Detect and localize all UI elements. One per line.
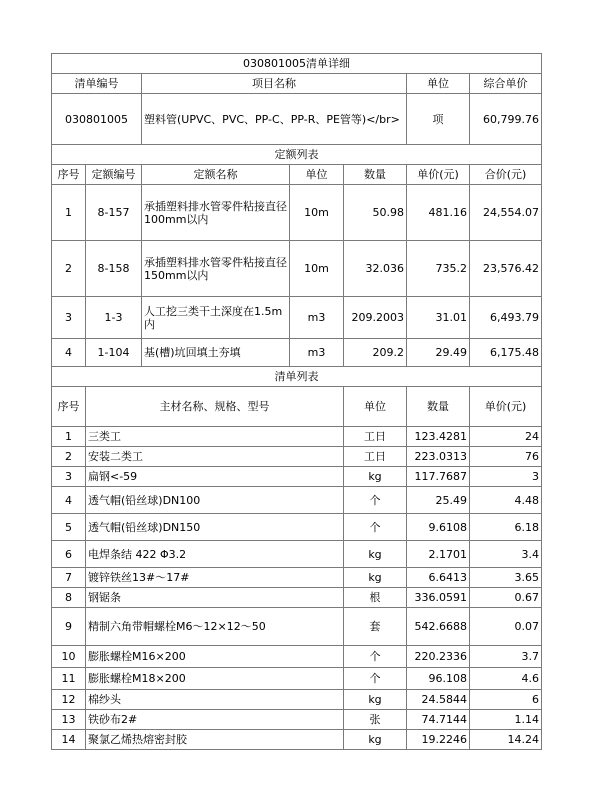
quota-col-code: 定额编号 <box>86 165 142 185</box>
material-cell-no: 11 <box>52 668 86 690</box>
header-code: 清单编号 <box>52 74 142 94</box>
material-cell-unit: 工日 <box>344 447 407 467</box>
material-cell-qty: 123.4281 <box>407 427 470 447</box>
quota-col-name: 定额名称 <box>142 165 290 185</box>
material-col-qty: 数量 <box>407 387 470 427</box>
material-cell-no: 6 <box>52 541 86 568</box>
quota-cell-name: 承插塑料排水管零件粘接直径100mm以内 <box>142 185 290 241</box>
material-cell-no: 9 <box>52 608 86 646</box>
material-cell-price: 24 <box>470 427 542 447</box>
material-row <box>52 427 542 447</box>
material-cell-no: 14 <box>52 730 86 750</box>
quota-cell-total: 23,576.42 <box>470 241 542 297</box>
material-cell-name: 透气帽(铅丝球)DN150 <box>86 514 344 541</box>
quota-col-total: 合价(元) <box>470 165 542 185</box>
material-cell-price: 3 <box>470 467 542 487</box>
material-cell-price: 0.67 <box>470 588 542 608</box>
material-cell-no: 10 <box>52 646 86 668</box>
material-cell-price: 4.48 <box>470 487 542 514</box>
material-cell-no: 8 <box>52 588 86 608</box>
material-cell-no: 5 <box>52 514 86 541</box>
material-section-title: 清单列表 <box>52 367 542 387</box>
material-cell-no: 2 <box>52 447 86 467</box>
material-cell-name: 电焊条结 422 Φ3.2 <box>86 541 344 568</box>
material-cell-no: 13 <box>52 710 86 730</box>
quota-cell-unit: 10m <box>290 241 344 297</box>
material-cell-name: 镀锌铁丝13#～17# <box>86 568 344 588</box>
quota-cell-unit: 10m <box>290 185 344 241</box>
material-cell-name: 铁砂布2# <box>86 710 344 730</box>
quota-cell-no: 3 <box>52 297 86 339</box>
quota-cell-total: 6,175.48 <box>470 339 542 367</box>
material-cell-unit: 个 <box>344 668 407 690</box>
quota-cell-code: 8-158 <box>86 241 142 297</box>
material-cell-name: 钢锯条 <box>86 588 344 608</box>
material-cell-price: 0.07 <box>470 608 542 646</box>
material-cell-no: 4 <box>52 487 86 514</box>
quota-header-row <box>52 165 542 185</box>
material-cell-unit: kg <box>344 541 407 568</box>
material-cell-qty: 223.0313 <box>407 447 470 467</box>
material-cell-unit: kg <box>344 467 407 487</box>
material-cell-name: 三类工 <box>86 427 344 447</box>
material-cell-unit: 张 <box>344 710 407 730</box>
quota-row <box>52 185 542 241</box>
material-row <box>52 646 542 668</box>
header-price: 综合单价 <box>470 74 542 94</box>
material-cell-price: 1.14 <box>470 710 542 730</box>
quota-cell-qty: 209.2 <box>344 339 407 367</box>
material-cell-unit: 根 <box>344 588 407 608</box>
material-row <box>52 730 542 750</box>
quota-row <box>52 339 542 367</box>
quota-cell-name: 人工挖三类干土深度在1.5m内 <box>142 297 290 339</box>
quota-section-title: 定额列表 <box>52 145 542 165</box>
quota-cell-unit: m3 <box>290 339 344 367</box>
material-row <box>52 467 542 487</box>
material-col-unit: 单位 <box>344 387 407 427</box>
material-cell-qty: 336.0591 <box>407 588 470 608</box>
material-cell-qty: 9.6108 <box>407 514 470 541</box>
material-cell-no: 1 <box>52 427 86 447</box>
material-row <box>52 710 542 730</box>
material-cell-name: 安装二类工 <box>86 447 344 467</box>
quota-col-unit: 单位 <box>290 165 344 185</box>
material-row <box>52 568 542 588</box>
quota-cell-no: 2 <box>52 241 86 297</box>
material-cell-unit: 工日 <box>344 427 407 447</box>
material-cell-unit: kg <box>344 568 407 588</box>
quota-col-no: 序号 <box>52 165 86 185</box>
material-cell-unit: 个 <box>344 514 407 541</box>
quota-row <box>52 241 542 297</box>
header-name: 项目名称 <box>142 74 407 94</box>
material-row <box>52 447 542 467</box>
material-cell-qty: 25.49 <box>407 487 470 514</box>
material-cell-price: 6.18 <box>470 514 542 541</box>
quota-cell-qty: 50.98 <box>344 185 407 241</box>
material-cell-qty: 2.1701 <box>407 541 470 568</box>
quota-cell-price: 31.01 <box>407 297 470 339</box>
material-row <box>52 514 542 541</box>
material-header-row <box>52 387 542 427</box>
item-unit: 项 <box>407 94 470 145</box>
material-col-price: 单价(元) <box>470 387 542 427</box>
material-cell-no: 7 <box>52 568 86 588</box>
material-cell-qty: 74.7144 <box>407 710 470 730</box>
material-cell-qty: 96.108 <box>407 668 470 690</box>
material-cell-name: 精制六角带帽螺栓M6～12×12～50 <box>86 608 344 646</box>
material-cell-qty: 542.6688 <box>407 608 470 646</box>
material-cell-qty: 117.7687 <box>407 467 470 487</box>
quota-cell-no: 1 <box>52 185 86 241</box>
bill-detail-table <box>51 53 542 750</box>
quota-cell-code: 1-104 <box>86 339 142 367</box>
material-cell-name: 棉纱头 <box>86 690 344 710</box>
quota-cell-qty: 32.036 <box>344 241 407 297</box>
quota-cell-name: 承插塑料排水管零件粘接直径150mm以内 <box>142 241 290 297</box>
material-cell-name: 膨胀螺栓M16×200 <box>86 646 344 668</box>
material-cell-qty: 220.2336 <box>407 646 470 668</box>
item-name: 塑料管(UPVC、PVC、PP-C、PP-R、PE管等)</br> <box>142 94 407 145</box>
material-cell-price: 3.7 <box>470 646 542 668</box>
material-cell-qty: 6.6413 <box>407 568 470 588</box>
quota-cell-price: 481.16 <box>407 185 470 241</box>
material-cell-price: 3.65 <box>470 568 542 588</box>
material-row <box>52 487 542 514</box>
quota-cell-code: 1-3 <box>86 297 142 339</box>
material-cell-unit: 个 <box>344 487 407 514</box>
material-cell-price: 6 <box>470 690 542 710</box>
table-title: 030801005清单详细 <box>52 54 542 74</box>
material-row <box>52 690 542 710</box>
material-cell-price: 76 <box>470 447 542 467</box>
material-cell-name: 扁钢<-59 <box>86 467 344 487</box>
quota-cell-total: 24,554.07 <box>470 185 542 241</box>
material-col-no: 序号 <box>52 387 86 427</box>
material-cell-no: 3 <box>52 467 86 487</box>
material-cell-no: 12 <box>52 690 86 710</box>
quota-cell-unit: m3 <box>290 297 344 339</box>
quota-cell-no: 4 <box>52 339 86 367</box>
quota-cell-total: 6,493.79 <box>470 297 542 339</box>
material-cell-qty: 19.2246 <box>407 730 470 750</box>
material-row <box>52 668 542 690</box>
material-cell-price: 14.24 <box>470 730 542 750</box>
material-row <box>52 541 542 568</box>
quota-cell-code: 8-157 <box>86 185 142 241</box>
quota-row <box>52 297 542 339</box>
quota-cell-price: 735.2 <box>407 241 470 297</box>
material-col-name: 主材名称、规格、型号 <box>86 387 344 427</box>
material-cell-unit: kg <box>344 690 407 710</box>
material-cell-qty: 24.5844 <box>407 690 470 710</box>
material-row <box>52 608 542 646</box>
item-price: 60,799.76 <box>470 94 542 145</box>
quota-cell-price: 29.49 <box>407 339 470 367</box>
material-cell-unit: 套 <box>344 608 407 646</box>
material-cell-name: 聚氯乙烯热熔密封胶 <box>86 730 344 750</box>
material-row <box>52 588 542 608</box>
quota-col-price: 单价(元) <box>407 165 470 185</box>
item-code: 030801005 <box>52 94 142 145</box>
quota-cell-qty: 209.2003 <box>344 297 407 339</box>
material-cell-price: 3.4 <box>470 541 542 568</box>
header-unit: 单位 <box>407 74 470 94</box>
material-cell-name: 透气帽(铅丝球)DN100 <box>86 487 344 514</box>
material-cell-name: 膨胀螺栓M18×200 <box>86 668 344 690</box>
quota-cell-name: 基(槽)坑回填土夯填 <box>142 339 290 367</box>
material-cell-unit: 个 <box>344 646 407 668</box>
material-cell-unit: kg <box>344 730 407 750</box>
quota-col-qty: 数量 <box>344 165 407 185</box>
material-cell-price: 4.6 <box>470 668 542 690</box>
